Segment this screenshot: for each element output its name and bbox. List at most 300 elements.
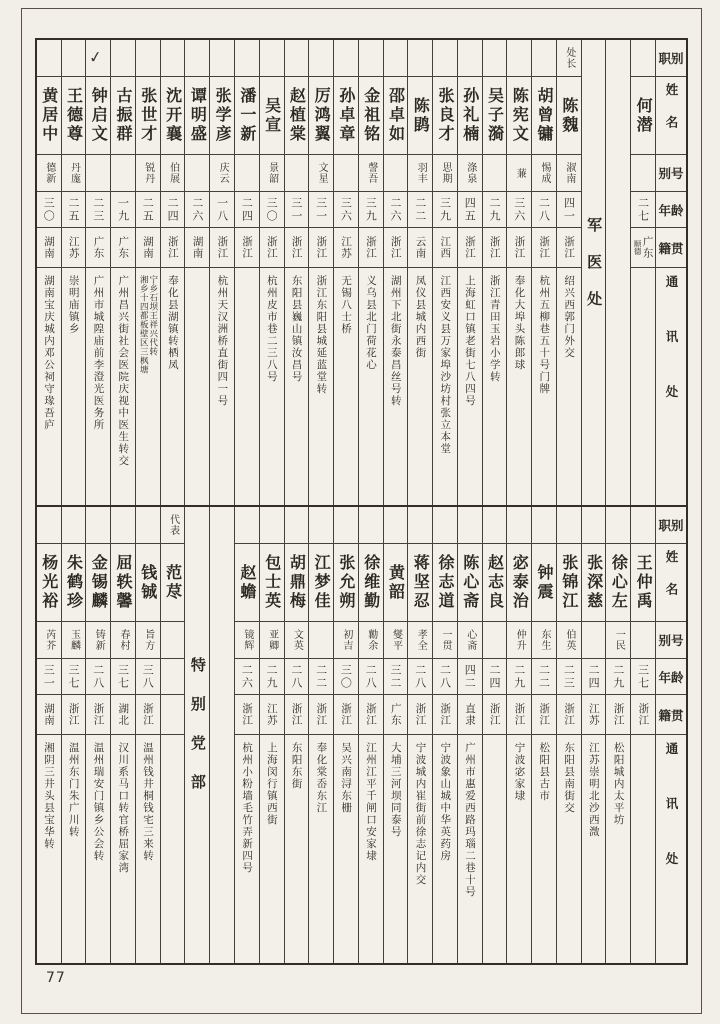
name-cell: [483, 77, 507, 155]
origin-cell: [111, 228, 135, 268]
header-label: 通讯处: [664, 742, 679, 907]
person-origin: 浙江: [513, 703, 526, 726]
person-column: [160, 507, 185, 963]
person-column: [209, 40, 234, 505]
person-origin: 浙江: [488, 703, 501, 726]
person-column: [630, 507, 655, 963]
person-address: 温州瑞安门镇乡公会转: [92, 742, 105, 862]
person-byname: 思期: [439, 162, 451, 184]
person-byname: 丹庬: [68, 162, 80, 184]
role-cell: [483, 507, 507, 544]
age-cell: [161, 659, 185, 695]
name-cell: [433, 77, 457, 155]
person-byname: 文英: [291, 629, 303, 651]
person-address: 东阳东街: [290, 742, 303, 790]
role-cell: [235, 507, 259, 544]
address-cell: [86, 268, 110, 505]
role-cell: [111, 507, 135, 544]
role-cell: [483, 40, 507, 77]
person-column: [531, 507, 556, 963]
person-address: 广州昌兴街社会医院庆视中医生转交: [117, 275, 130, 467]
age-cell: [334, 192, 358, 228]
origin-cell: [37, 695, 61, 735]
person-name: 张允朔: [336, 554, 356, 611]
byname-cell: [334, 622, 358, 659]
byname-cell: [285, 622, 309, 659]
byname-cell: [185, 155, 209, 192]
person-name: 金锡麟: [89, 554, 109, 611]
name-cell: [433, 544, 457, 622]
person-age: 二四: [587, 663, 601, 690]
person-column: [259, 40, 284, 505]
origin-cell: [507, 228, 531, 268]
address-cell: [235, 735, 259, 963]
origin-cell: [309, 228, 333, 268]
address-cell: [483, 268, 507, 505]
origin-cell: [408, 228, 432, 268]
blank-column: [605, 40, 630, 505]
role-cell: [136, 40, 160, 77]
name-cell: [532, 77, 556, 155]
origin-cell: [532, 228, 556, 268]
person-column: [383, 40, 408, 505]
address-cell: [631, 268, 655, 505]
header-label: 年龄: [658, 202, 684, 218]
person-address: 杭州五柳巷五十号门牌: [538, 275, 551, 395]
person-column: [37, 507, 61, 963]
address-cell: [408, 735, 432, 963]
role-cell: [86, 40, 110, 77]
header-label: 年龄: [658, 669, 684, 685]
person-column: [234, 40, 259, 505]
header-column: [655, 507, 686, 963]
role-cell: [582, 507, 606, 544]
name-cell: [161, 77, 185, 155]
person-address: 杭州皮市巷二三八号: [265, 275, 278, 383]
header-label: 籍贯: [658, 240, 684, 256]
person-address: 温州东门朱广川转: [67, 742, 80, 838]
person-origin: 浙江: [315, 236, 328, 259]
person-age: 三〇: [42, 196, 56, 223]
name-cell: [37, 544, 61, 622]
age-cell: [235, 192, 259, 228]
header-label: 职别: [658, 51, 684, 66]
person-address: 浙江东阳县城延蓝堂转: [315, 275, 328, 395]
age-cell: [210, 192, 234, 228]
person-byname: 文星: [316, 162, 328, 184]
person-byname: 初吉: [340, 629, 352, 651]
age-cell: [458, 192, 482, 228]
name-cell: [359, 77, 383, 155]
person-address: 江苏崇明北沙西溦: [587, 742, 600, 838]
origin-cell: [557, 695, 581, 735]
person-address: 大埔三河坝同泰号: [389, 742, 402, 838]
roster-table-bottom-section: [37, 505, 686, 963]
person-name: 谭明盛: [188, 87, 208, 144]
person-name: 张良才: [435, 87, 455, 144]
role-cell: [384, 507, 408, 544]
role-cell: [384, 40, 408, 77]
address-cell: [37, 735, 61, 963]
person-address: 浙江青田玉岩小学转: [488, 275, 501, 383]
address-cell: [359, 268, 383, 505]
header-cell: [656, 40, 686, 77]
role-cell: [557, 40, 581, 77]
person-origin: 广东: [117, 236, 130, 259]
byname-cell: [111, 622, 135, 659]
byname-cell: [359, 622, 383, 659]
origin-cell: [606, 695, 630, 735]
byname-cell: [86, 622, 110, 659]
age-cell: [557, 192, 581, 228]
person-name: 朱鹤珍: [64, 554, 84, 611]
role-cell: [260, 507, 284, 544]
name-cell: [631, 544, 655, 622]
person-name: 包士英: [262, 554, 282, 611]
age-cell: [86, 659, 110, 695]
person-origin: 江苏: [265, 703, 278, 726]
person-address: 上海虹口镇老街七八四号: [464, 275, 476, 407]
section-label: 特别党部: [188, 657, 207, 813]
person-column: [358, 40, 383, 505]
person-origin: 湖北: [117, 703, 130, 726]
person-origin: 浙江: [315, 703, 328, 726]
byname-cell: [483, 155, 507, 192]
person-byname: 淑南: [563, 162, 575, 184]
person-name: 钟启文: [89, 87, 109, 144]
role-cell: [260, 40, 284, 77]
address-cell: [62, 268, 86, 505]
person-column: [259, 507, 284, 963]
role-cell: [185, 40, 209, 77]
age-cell: [557, 659, 581, 695]
age-cell: [532, 192, 556, 228]
person-origin: 浙江: [290, 703, 303, 726]
byname-cell: [384, 622, 408, 659]
person-age: 三八: [141, 663, 155, 690]
name-cell: [309, 77, 333, 155]
address-cell: [557, 268, 581, 505]
person-age: 二二: [314, 663, 328, 690]
byname-cell: [631, 155, 655, 192]
person-age: 四一: [562, 196, 576, 223]
origin-cell: [111, 695, 135, 735]
address-cell: [557, 735, 581, 963]
person-name: 陈魏: [559, 96, 579, 135]
person-name: 孙卓章: [336, 87, 356, 144]
origin-cell: [309, 695, 333, 735]
person-origin: 直隶: [464, 703, 476, 726]
person-address: 湖州下北街永泰昌丝号转: [389, 275, 402, 407]
header-cell: [656, 268, 686, 505]
person-address: 绍兴西郭门外交: [563, 275, 576, 359]
age-cell: [309, 659, 333, 695]
person-byname: 羽丰: [415, 162, 427, 184]
role-cell: [631, 40, 655, 77]
name-cell: [285, 544, 309, 622]
byname-cell: [507, 622, 531, 659]
role-cell: [309, 40, 333, 77]
role-cell: [136, 507, 160, 544]
name-cell: [161, 544, 185, 622]
person-address: 松阳县古市: [538, 742, 551, 802]
byname-cell: [136, 622, 160, 659]
origin-cell: [136, 695, 160, 735]
person-column: [482, 507, 507, 963]
age-cell: [62, 659, 86, 695]
address-cell: [86, 735, 110, 963]
role-cell: [334, 40, 358, 77]
age-cell: [285, 192, 309, 228]
byname-cell: [483, 622, 507, 659]
person-name: 杨光裕: [39, 554, 59, 611]
person-name: 赵志良: [485, 554, 505, 611]
name-cell: [582, 544, 606, 622]
person-origin: 浙江: [488, 236, 501, 259]
age-cell: [384, 659, 408, 695]
person-column: [457, 40, 482, 505]
person-address: 奉化棠岙东江: [315, 742, 328, 814]
byname-cell: [359, 155, 383, 192]
person-age: 二五: [67, 196, 80, 223]
origin-cell: [161, 695, 185, 735]
person-age: 二八: [364, 663, 378, 690]
role-label: 处长: [563, 47, 575, 69]
address-cell: [309, 268, 333, 505]
origin-cell: [86, 228, 110, 268]
address-cell: [507, 268, 531, 505]
person-name: 胡鼎梅: [287, 554, 307, 611]
person-column: [556, 507, 581, 963]
address-cell: [161, 735, 185, 963]
origin-cell: [260, 695, 284, 735]
name-cell: [285, 77, 309, 155]
byname-cell: [384, 155, 408, 192]
name-cell: [86, 544, 110, 622]
byname-cell: [606, 622, 630, 659]
person-address: 宁乡石坝王祥兴代转: [147, 275, 158, 356]
person-column: [531, 40, 556, 505]
person-column: [358, 507, 383, 963]
age-cell: [111, 192, 135, 228]
person-origin: 浙江: [364, 236, 377, 259]
role-cell: [507, 507, 531, 544]
origin-cell: [433, 228, 457, 268]
address-cell: [532, 735, 556, 963]
person-age: 二三: [562, 663, 576, 690]
person-byname: 蒹: [514, 167, 526, 179]
name-cell: [136, 544, 160, 622]
age-cell: [309, 192, 333, 228]
person-origin: 浙江: [241, 236, 254, 259]
person-age: 三九: [438, 196, 452, 223]
address-cell: [408, 268, 432, 505]
byname-cell: [408, 622, 432, 659]
name-cell: [111, 544, 135, 622]
person-origin: 浙江: [513, 236, 526, 259]
person-name: 蒋坚忍: [411, 554, 431, 611]
name-cell: [384, 544, 408, 622]
person-age: 三一: [42, 663, 56, 690]
origin-cell: [408, 695, 432, 735]
role-cell: [606, 507, 630, 544]
person-address: 宁波宓家埭: [513, 742, 526, 802]
person-age: 二二: [537, 663, 551, 690]
role-cell: [408, 40, 432, 77]
byname-cell: [507, 155, 531, 192]
address-cell: [384, 268, 408, 505]
role-cell: [285, 507, 309, 544]
person-age: 二八: [289, 663, 303, 690]
byname-cell: [458, 622, 482, 659]
person-age: 二九: [611, 663, 625, 690]
byname-cell: [557, 622, 581, 659]
age-cell: [161, 192, 185, 228]
person-origin: 浙江: [389, 236, 402, 259]
address-cell: [631, 735, 655, 963]
person-column: [184, 40, 209, 505]
header-cell: [656, 659, 686, 695]
person-address: 上海闵行镇西街: [265, 742, 278, 826]
name-cell: [334, 77, 358, 155]
address-cell: [384, 735, 408, 963]
age-cell: [631, 659, 655, 695]
person-byname: 仲升: [514, 629, 526, 651]
role-cell: [161, 507, 185, 544]
person-byname: 惕成: [539, 162, 551, 184]
person-name: 何潜: [634, 96, 654, 135]
header-cell: [656, 155, 686, 192]
role-cell: [359, 507, 383, 544]
person-age: 三一: [314, 196, 328, 223]
person-origin: 浙江: [364, 703, 377, 726]
byname-cell: [334, 155, 358, 192]
origin-cell: [210, 228, 234, 268]
header-cell: [656, 735, 686, 963]
role-cell: [334, 507, 358, 544]
header-label: 职别: [658, 518, 684, 533]
person-byname: 德新: [43, 162, 55, 184]
person-byname: 玉麟: [68, 629, 80, 651]
age-cell: [185, 192, 209, 228]
person-name: 胡曾镛: [535, 87, 555, 144]
person-address: 江州江平千闸口安家埭: [364, 742, 377, 862]
person-name: 范荩: [163, 563, 183, 602]
name-cell: [260, 544, 284, 622]
role-label: 代表: [167, 514, 179, 536]
person-name: 赵蟾: [237, 563, 257, 602]
person-byname: 心斋: [464, 629, 476, 651]
person-byname: 勷余: [365, 629, 377, 651]
byname-cell: [210, 155, 234, 192]
person-address: 汉川系马口转官桥屈家湾: [117, 742, 130, 874]
header-cell: [656, 77, 686, 155]
byname-cell: [433, 155, 457, 192]
origin-cell: [86, 695, 110, 735]
person-origin: 湖南: [142, 236, 155, 259]
byname-cell: [260, 622, 284, 659]
person-name: 钟震: [535, 563, 555, 602]
person-origin: 浙江: [290, 236, 303, 259]
person-column: [61, 40, 86, 505]
byname-cell: [458, 155, 482, 192]
name-cell: [384, 77, 408, 155]
person-address: 广州市城隍庙前李澄光医务所: [92, 275, 105, 431]
person-origin: 湖南: [42, 703, 55, 726]
handwritten-checkmark: ✓: [87, 46, 103, 67]
byname-cell: [582, 622, 606, 659]
byname-cell: [532, 622, 556, 659]
role-cell: [359, 40, 383, 77]
origin-cell: [62, 695, 86, 735]
age-cell: [408, 659, 432, 695]
person-column: [482, 40, 507, 505]
person-column: [556, 40, 581, 505]
byname-cell: [285, 155, 309, 192]
person-origin: 浙江: [216, 236, 229, 259]
person-address: 东阳县巍山镇汝昌号: [290, 275, 303, 383]
name-cell: [408, 544, 432, 622]
byname-cell: [631, 622, 655, 659]
person-name: 陈宪文: [510, 87, 530, 144]
origin-cell: [582, 695, 606, 735]
person-origin: 浙江: [538, 703, 551, 726]
person-address: 杭州小粉墙毛竹弄新四号: [241, 742, 254, 874]
person-age: 二三: [91, 196, 105, 223]
role-cell: [458, 40, 482, 77]
age-cell: [532, 659, 556, 695]
person-name: 陈心斋: [460, 554, 480, 611]
person-age: 二八: [413, 663, 427, 690]
header-cell: [656, 695, 686, 735]
person-column: [581, 507, 606, 963]
person-age: 三七: [636, 663, 650, 690]
person-column: [308, 40, 333, 505]
person-name: 厉鸿翼: [312, 87, 332, 144]
person-name: 孙礼楠: [460, 87, 480, 144]
person-name: 徐志道: [435, 554, 455, 611]
role-cell: [37, 40, 61, 77]
person-column: [85, 507, 110, 963]
person-byname: 景韶: [266, 162, 278, 184]
person-name: 潘一新: [237, 87, 257, 144]
person-name: 张深慈: [584, 554, 604, 611]
name-cell: [557, 544, 581, 622]
person-byname: 伯英: [563, 629, 575, 651]
person-column: [333, 40, 358, 505]
person-byname: 涤泉: [464, 162, 476, 184]
age-cell: [334, 659, 358, 695]
person-origin: 浙江: [414, 703, 427, 726]
age-cell: [86, 192, 110, 228]
person-name: 王德尊: [64, 87, 84, 144]
person-name: 屈轶馨: [114, 554, 134, 611]
address-cell: [606, 735, 630, 963]
origin-cell: [136, 228, 160, 268]
header-cell: [656, 228, 686, 268]
role-cell: [532, 507, 556, 544]
person-byname: 芮芥: [43, 629, 55, 651]
person-column: [407, 507, 432, 963]
name-cell: [309, 544, 333, 622]
header-cell: [656, 192, 686, 228]
person-name: 金祖铭: [361, 87, 381, 144]
role-cell: [86, 507, 110, 544]
name-cell: [483, 544, 507, 622]
person-name: 张世才: [138, 87, 158, 144]
person-origin: 江西: [439, 236, 452, 259]
roster-table-top-section: [37, 40, 686, 505]
